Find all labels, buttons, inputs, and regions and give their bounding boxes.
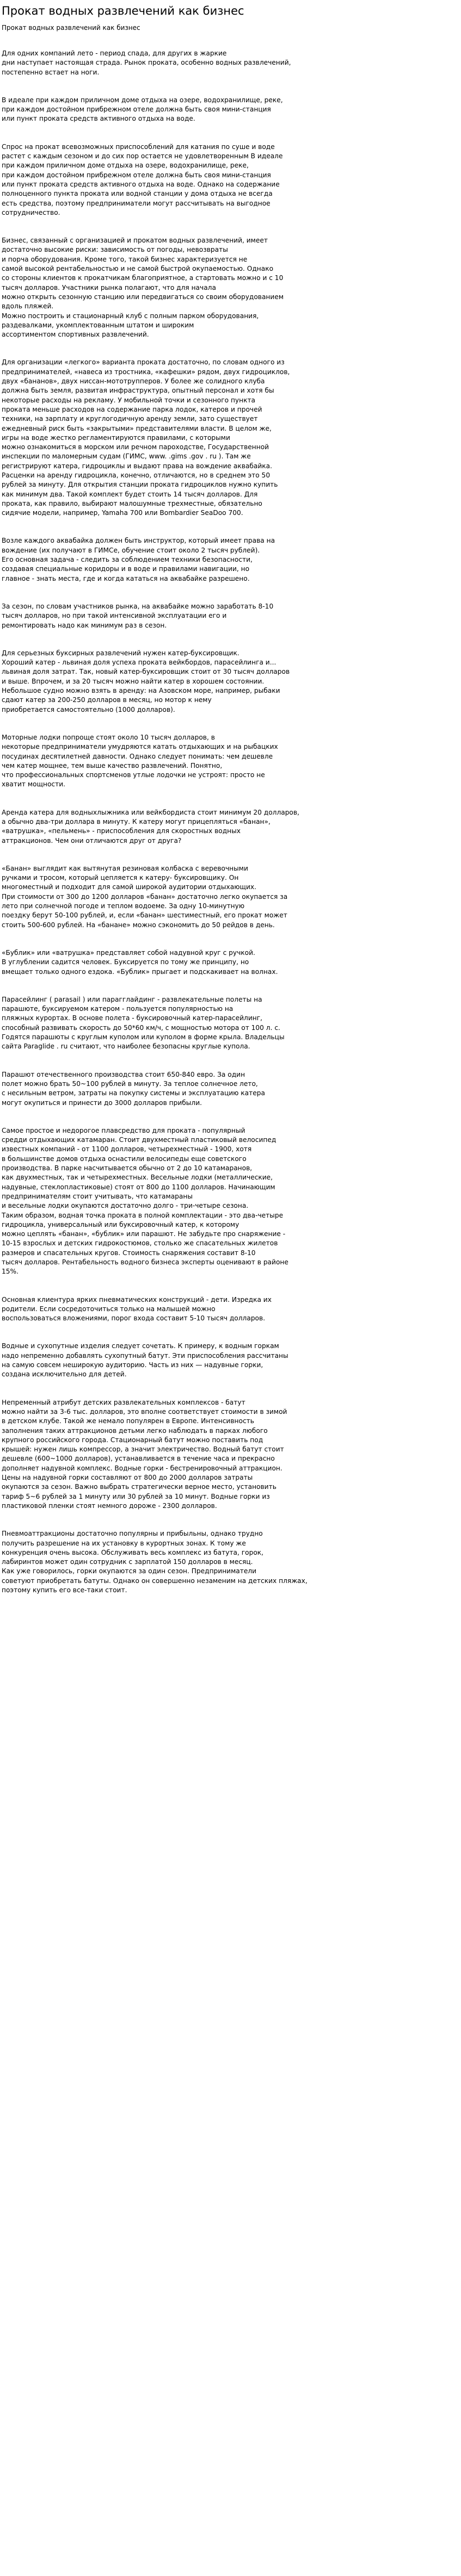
article-subtitle: Прокат водных развлечений как бизнес	[2, 24, 140, 32]
paragraph: Бизнес, связанный с организацией и прокатом водных развлечений, имеет достаточно высокие риски: зависимость от погоды, невозвраты и порча оборудования. Кроме того, такой бизнес характеризуется не самой высокой рентабельностью и не самой быстрой окупаемостью. Однако со стороны клиентов к прокатчикам благоприятное, а стартовать можно и с 10 тысяч долларов. Участники рынка полагают, что для начала можно открыть сезонную станцию или передвигаться со своим оборудованием вдоль пляжей. Можно построить и стационарный клуб с полным парком оборудования, раздевалками, укомплектованным штатом и широким ассортиментом спортивных развлечений.	[2, 237, 284, 339]
paragraph: За сезон, по словам участников рынка, на аквабайке можно заработать 8-10 тысяч долларов, но при такой интенсивной эксплуатации его и ремонтировать надо как минимум раз в сезон.	[2, 602, 274, 629]
paragraph: Спрос на прокат всевозможных приспособлений для катания по суше и воде растет с каждым сезоном и до сих пор остается не удовлетворенным В идеале при каждом приличном доме отдыха на озере, водохранилище, реке, при каждом достойном прибрежном отеле должна быть своя мини-станция или пункт проката средств активного отдыха на воде. Однако на содержание полноценного пункта проката или водной станции у дома отдыха не всегда есть средства, поэтому предприниматели могут рассчитывать на выгодное сотрудничество.	[2, 142, 283, 216]
paragraph: Для одних компаний лето - период спада, для других в жаркие дни наступает настоящая страда. Рынок проката, особенно водных развлечений, постепенно встает на ноги.	[2, 49, 291, 76]
paragraph: Моторные лодки попроще стоят около 10 тысяч долларов, в некоторые предприниматели умудряются катать отдыхающих и на рыбацких посудинах десятилетней давности. Однако следует понимать: чем дешевле чем катер мощнее, тем выше качество развлечений. Понятно, что профессиональных спортсменов утлые лодочки не устроят: просто не хватит мощности.	[2, 733, 278, 789]
paragraph: Парашют отечественного производства стоит 650-840 евро. За один полет можно брать 50~100 рублей в минуту. За теплое солнечное лето, с несильным ветром, затраты на покупку системы и эксплуатацию катера могут окупиться и принести до 3000 долларов прибыли.	[2, 1070, 265, 1107]
paragraph: «Банан» выглядит как вытянутая резиновая колбаска с веревочными ручками и тросом, который цепляется к катеру- буксировщику. Он многоместный и подходит для самой широкой аудитории отдыхающих. При стоимости от 300 до 1200 долларов «банан» достаточно легко окупается за лето при солнечной погоде и теплом водоеме. За одну 10-минутную поездку берут 50-100 рублей, и, если «банан» шестиместный, его прокат может стоить 500-600 рублей. На «банане» можно сэкономить до 50 рейдов в день.	[2, 864, 288, 929]
paragraph: Пневмоаттракционы достаточно популярны и прибыльны, однако трудно получить разрешение на их установку в курортных зонах. К тому же конкуренция очень высока. Обслуживать весь комплекс из батута, горок, лабиринтов может один сотрудник с зарплатой 150 долларов в месяц. Как уже говорилось, горки окупаются за один сезон. Предприниматели советуют приобретать батуты. Однако он совершенно незаменим на детских пляжах, поэтому купить его все-таки стоит.	[2, 1530, 308, 1594]
paragraph: Парасейлинг ( parasail ) или парагглайдинг - развлекательные полеты на парашюте, буксируемом катером - пользуется популярностью на пляжных курортах. В основе полета - буксировочный катер-парасейлинг, способный развивать скорость до 50*60 км/ч, с мощностью мотора от 100 л. с. Годятся парашюты с круглым куполом или куполом в форме крыла. Владельцы сайта Paraglide . ru считают, что наиболее безопасны круглые купола.	[2, 995, 285, 1051]
paragraph: Возле каждого аквабайка должен быть инструктор, который имеет права на вождение (их получают в ГИМСе, обучение стоит около 2 тысяч рублей). Его основная задача - следить за соблюдением техники безопасности, создавая специальные коридоры и в воде и правилами навигации, но главное - знать места, где и когда кататься на аквабайке разрешено.	[2, 537, 275, 582]
article-title: Прокат водных развлечений как бизнес	[2, 4, 244, 17]
paragraph: Непременный атрибут детских развлекательных комплексов - батут можно найти за 3-6 тыс. долларов, это вполне соответствует стоимости в зимой в детском клубе. Такой же немало популярен в Европе. Интенсивность заполнения таких аттракционов детьми легко наблюдать в парках любого крупного российского города. Стационарный батут можно поставить под крышей: нужен лишь компрессор, а значит электричество. Водный батут стоит дешевле (600~1000 долларов), устанавливается в течение часа и прекрасно дополняет надувной комплекс. Водные горки - бестренировочный аттракцион. Цены на надувной горки составляют от 800 до 2000 долларов затраты окупаются за сезон. Важно выбрать стратегически верное место, установить тариф 5~6 рублей за 1 минуту или 30 рублей за 10 минут. Водные горки из пластиковой пленки стоят немного дороже - 2300 долларов.	[2, 1398, 287, 1510]
paragraph: Для организации «легкого» варианта проката достаточно, по словам одного из предпринимателей, «навеса из тростника, «кафешки» рядом, двух гидроциклов, двух «бананов», двух ниссан-мототрупперов. У более же солидного клуба должна быть земля, развитая инфраструктура, опытный персонал и хотя бы некоторые расходы на рекламу. У мобильной точки и сезонного пункта проката меньше расходов на содержание парка лодок, катеров и прочей техники, на зарплату и круглогодичную аренду земли, зато существует ежедневный риск быть «закрытыми» представителями власти. В целом же, игры на воде жестко регламентируются правилами, с которыми можно ознакомиться в морском или речном пароходстве, Государственной инспекции по маломерным судам (ГИМС, www. .gims .gov . ru ). Там же регистрируют катера, гидроциклы и выдают права на вождение аквабайка. Расценки на аренду гидроцикла, конечно, отличаются, но в среднем это 50 рублей за минуту. Для открытия станции проката гидроциклов нужно купить как минимум два. Такой комплект будет стоить 14 тысяч долларов. Для проката, как правило, выбирают малошумные трехместные, обязательно сидячие модели, например, Yamaha 700 или Bombardier SeaDoo 700.	[2, 358, 290, 517]
paragraph: В идеале при каждом приличном доме отдыха на озере, водохранилище, реке, при каждом достойном прибрежном отеле должна быть своя мини-станция или пункт проката средств активного отдыха на воде.	[2, 96, 283, 123]
paragraph: Аренда катера для водныхлыжника или вейкбордиста стоит минимум 20 долларов, а обычно два-три доллара в минуту. К катеру могут прицепляться «банан», «ватрушка», «пельмень» - приспособления для скоростных водных аттракционов. Чем они отличаются друг от друга?	[2, 808, 299, 845]
paragraph: Для серьезных буксирных развлечений нужен катер-буксировщик. Хороший катер - львиная доля успеха проката вейкбордов, парасейлинга и... львиная доля затрат. Так, новый катер-буксировщик стоит от 30 тысяч долларов и выше. Впрочем, и за 20 тысяч можно найти катер в хорошем состоянии. Небольшое судно можно взять в аренду: на Азовском море, например, рыбаки сдают катер за 200-250 долларов в месяц, но мотор к нему приобретается самостоятельно (1000 долларов).	[2, 649, 290, 713]
paragraph: Водные и сухопутные изделия следует сочетать. К примеру, к водным горкам надо непременно добавлять сухопутный батут. Эти приспособления рассчитаны на самую совсем неширокую аудиторию. Часть из них — надувные горки, создана исключительно для детей.	[2, 1342, 288, 1379]
paragraph: Основная клиентура ярких пневматических конструкций - дети. Изредка их родители. Если сосредоточиться только на малышей можно воспользоваться вложениями, порог входа составит 5-10 тысяч долларов.	[2, 1295, 272, 1323]
paragraph: Самое простое и недорогое плавсредство для проката - популярный средди отдыхающих катамаран. Стоит двухместный пластиковый велосипед известных компаний - от 1100 долларов, четырехместный - 1900, хотя в большинстве домов отдыха оснастили велосипеды еще советского производства. В парке насчитывается обычно от 2 до 10 катамаранов, как двухместных, так и четырехместных. Весельные лодки (металлические, надувные, стеклопластиковые) стоят от 800 до 1100 долларов. Начинающим предпринимателям стоит учитывать, что катамараны и весельные лодки окупаются достаточно долго - три-четыре сезона. Таким образом, водная точка проката в полной комплектации - это два-четыре гидроцикла, универсальный или буксировочный катер, к которому можно цеплять «банан», «бублик» или парашют. Не забудьте про снаряжение - 10-15 взрослых и детских гидрокостюмов, столько же спасательных жилетов размеров и спасательных кругов. Стоимость снаряжения составит 8-10 тысяч долларов. Рентабельность водного бизнеса эксперты оценивают в районе 15%.	[2, 1126, 288, 1276]
paragraph: «Бублик» или «ватрушка» представляет собой надувной круг с ручкой. В углублении садится человек. Буксируется по тому же принципу, но вмещает только одного ездока. «Бублик» прыгает и подскакивает на волнах.	[2, 948, 278, 976]
